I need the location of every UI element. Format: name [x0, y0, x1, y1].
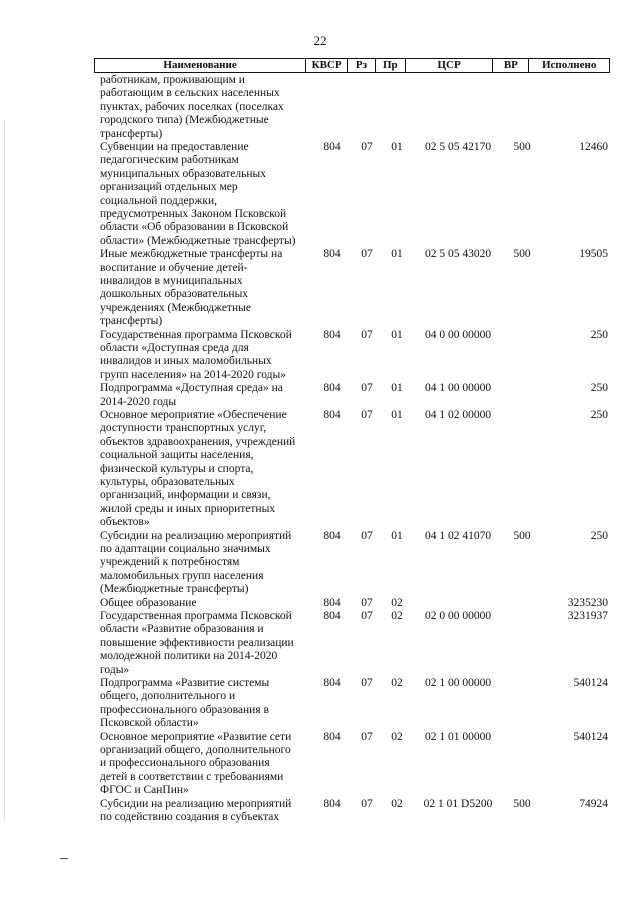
cell-csr: 02 0 00 00000 [424, 609, 492, 622]
cell-done: 250 [590, 529, 608, 542]
cell-rz: 07 [361, 596, 373, 609]
row-name [100, 74, 310, 141]
cell-pr: 01 [391, 328, 403, 341]
row-name-line: организаций, информации и связи, [100, 489, 271, 502]
cell-done: 540124 [573, 730, 608, 743]
row-name [100, 329, 310, 383]
table-row [0, 74, 640, 141]
cell-done: 540124 [573, 676, 608, 689]
row-name-line: области «Доступная среда для [100, 341, 249, 354]
cell-rz: 07 [361, 141, 373, 153]
row-name-line: Основное мероприятие «Развитие сети [100, 730, 292, 743]
cell-pr: 01 [391, 529, 403, 542]
cell-done: 250 [590, 382, 608, 395]
cell-rz: 07 [361, 529, 373, 542]
row-name-line: городского типа) (Межбюджетные [100, 114, 269, 127]
cell-csr: 02 5 05 42170 [424, 141, 492, 153]
cell-vr: 500 [513, 797, 531, 810]
row-name-line: Субсидии на реализацию мероприятий [100, 529, 292, 542]
cell-kvsr: 804 [323, 609, 341, 622]
row-name-line: Иные межбюджетные трансферты на [100, 248, 283, 261]
row-name [100, 382, 310, 409]
cell-kvsr: 804 [323, 248, 341, 261]
header-kvsr: КВСР [306, 59, 348, 72]
cell-pr: 01 [391, 141, 403, 153]
cell-rz: 07 [361, 730, 373, 743]
row-name-line: культуры, образовательных [100, 476, 235, 488]
row-name-line: повышение эффективности реализации [100, 636, 294, 649]
cell-kvsr: 804 [323, 382, 341, 395]
row-name-line: организаций отдельных мер [100, 181, 238, 194]
row-name-line: Субвенции на предоставление [100, 141, 249, 153]
cell-vr: 500 [513, 529, 531, 542]
row-name-line: работникам, проживающим и [100, 74, 245, 86]
header-rz: Рз [348, 59, 376, 72]
cell-pr: 02 [391, 609, 403, 622]
row-name-line: доступности транспортных услуг, [100, 422, 267, 435]
row-name-line: профессионального образования в [100, 703, 269, 716]
cell-done: 19505 [579, 248, 608, 261]
row-name-line: инвалидов в муниципальных [100, 275, 243, 287]
row-name-line: общего, дополнительного и [100, 690, 236, 703]
cell-csr: 04 1 02 41070 [424, 529, 492, 542]
header-name: Наименование [95, 59, 306, 72]
cell-kvsr: 804 [323, 676, 341, 689]
row-name-line: воспитание и обучение детей- [100, 261, 248, 274]
scan-margin-mark [4, 120, 5, 820]
row-name [100, 141, 310, 248]
table-row [0, 677, 640, 731]
cell-kvsr: 804 [323, 408, 341, 421]
row-name-line: Общее образование [100, 596, 197, 609]
row-name-line: педагогическим работникам [100, 154, 239, 167]
cell-kvsr: 804 [323, 596, 341, 609]
row-name-line: по содействию создания в субъектах [100, 810, 280, 823]
cell-vr: 500 [513, 248, 531, 261]
row-name-line: трансферты) [100, 315, 163, 328]
cell-csr: 04 1 00 00000 [424, 382, 492, 395]
table-header [94, 58, 610, 73]
row-name-line: организаций общего, дополнительного [100, 743, 291, 756]
row-name-line: Государственная программа Псковской [100, 328, 292, 341]
row-name [100, 798, 310, 825]
cell-rz: 07 [361, 609, 373, 622]
row-name-line: дошкольных образовательных [100, 288, 249, 301]
cell-rz: 07 [361, 408, 373, 421]
table-row [0, 610, 640, 677]
row-name-line: Государственная программа Псковской [100, 609, 292, 622]
table-row [0, 597, 640, 610]
row-name-line: учреждениях (Межбюджетные [100, 301, 251, 314]
cell-pr: 01 [391, 382, 403, 395]
row-name-line: области «Об образовании в Псковской [100, 221, 289, 234]
table-row [0, 141, 640, 248]
row-name-line: объектов» [100, 516, 150, 529]
header-pr: Пр [376, 59, 406, 72]
row-name [100, 409, 310, 530]
table-row [0, 798, 640, 825]
cell-rz: 07 [361, 328, 373, 341]
cell-csr: 02 1 01 00000 [424, 730, 492, 743]
cell-kvsr: 804 [323, 141, 341, 153]
cell-csr: 02 5 05 43020 [424, 248, 492, 261]
row-name-line: социальной поддержки, [100, 194, 217, 207]
cell-pr: 01 [391, 408, 403, 421]
table-row [0, 329, 640, 383]
row-name-line: объектов здравоохранения, учреждений [100, 435, 296, 448]
cell-csr: 02 1 01 D5200 [423, 797, 493, 810]
row-name-line: Основное мероприятие «Обеспечение [100, 408, 287, 421]
row-name-line: работающим в сельских населенных [100, 87, 280, 100]
row-name [100, 610, 310, 677]
header-csr: ЦСР [406, 59, 494, 72]
row-name-line: трансферты) [100, 127, 163, 140]
cell-kvsr: 804 [323, 529, 341, 542]
header-vr: ВР [493, 59, 529, 72]
row-name-line: по адаптации социально значимых [100, 542, 271, 555]
cell-done: 12460 [579, 141, 608, 153]
row-name-line: ФГОС и СанПин» [100, 784, 189, 797]
row-name-line: жилой среды и иных приоритетных [100, 502, 276, 515]
row-name-line: годы» [100, 663, 130, 676]
table-body [0, 74, 640, 824]
table-row [0, 382, 640, 409]
row-name-line: области» (Межбюджетные трансферты) [100, 234, 296, 247]
row-name-line: учреждений к потребностям [100, 556, 240, 569]
row-name-line: Подпрограмма «Доступная среда» на [100, 382, 283, 395]
row-name-line: маломобильных групп населения [100, 569, 264, 582]
cell-done: 3235230 [567, 596, 608, 609]
row-name-line: социальной защиты населения, [100, 449, 254, 462]
cell-pr: 02 [391, 797, 403, 810]
table-row [0, 530, 640, 597]
row-name [100, 248, 310, 328]
row-name-line: групп населения» на 2014-2020 годы» [100, 368, 286, 381]
cell-kvsr: 804 [323, 797, 341, 810]
cell-rz: 07 [361, 382, 373, 395]
row-name-line: муниципальных образовательных [100, 167, 267, 180]
row-name-line: области «Развитие образования и [100, 623, 264, 636]
cell-kvsr: 804 [323, 328, 341, 341]
row-name [100, 597, 310, 610]
cell-csr: 04 0 00 00000 [424, 328, 492, 341]
cell-pr: 02 [391, 676, 403, 689]
cell-csr: 04 1 02 00000 [424, 408, 492, 421]
table-row [0, 248, 640, 328]
cell-rz: 07 [361, 248, 373, 261]
row-name-line: (Межбюджетные трансферты) [100, 583, 249, 596]
footer-dash [60, 858, 68, 859]
row-name-line: 2014-2020 годы [100, 395, 177, 408]
table-row [0, 731, 640, 798]
page-number: 22 [313, 33, 327, 48]
row-name-line: молодежной политики на 2014-2020 [100, 650, 278, 663]
cell-kvsr: 804 [323, 730, 341, 743]
row-name-line: и профессионального образования [100, 757, 270, 770]
row-name-line: инвалидов и иных маломобильных [100, 355, 272, 368]
cell-done: 250 [590, 408, 608, 421]
cell-pr: 02 [391, 596, 403, 609]
cell-rz: 07 [361, 676, 373, 689]
cell-done: 3231937 [567, 609, 608, 622]
row-name [100, 677, 310, 731]
row-name-line: Подпрограмма «Развитие системы [100, 676, 270, 689]
cell-done: 250 [590, 328, 608, 341]
cell-rz: 07 [361, 797, 373, 810]
cell-csr: 02 1 00 00000 [424, 676, 492, 689]
row-name-line: детей в соответствии с требованиями [100, 770, 284, 783]
row-name-line: физической культуры и спорта, [100, 462, 254, 475]
row-name-line: Псковской области» [100, 717, 199, 730]
cell-pr: 02 [391, 730, 403, 743]
row-name-line: Субсидии на реализацию мероприятий [100, 797, 292, 810]
cell-pr: 01 [391, 248, 403, 261]
row-name-line: предусмотренных Законом Псковской [100, 208, 287, 221]
table-row [0, 409, 640, 530]
header-done: Исполнено [541, 59, 597, 71]
row-name-line: пунктах, рабочих поселках (поселках [100, 100, 284, 113]
row-name [100, 731, 310, 798]
cell-done: 74924 [579, 797, 608, 810]
row-name [100, 530, 310, 597]
cell-vr: 500 [513, 141, 531, 153]
